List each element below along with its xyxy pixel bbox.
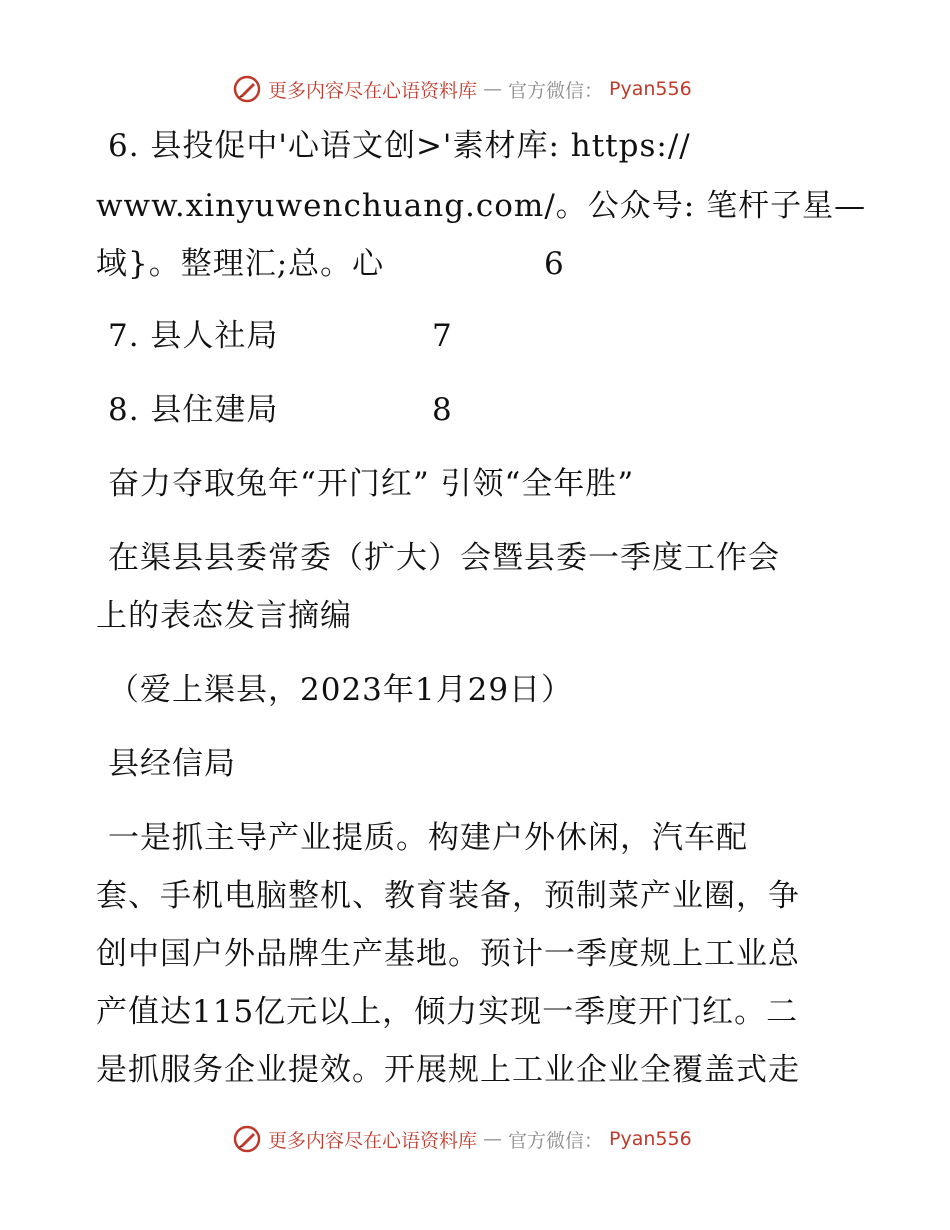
toc-item-8-page: 8 xyxy=(432,392,452,428)
watermark-text: 更多内容尽在心语资料库 xyxy=(268,79,478,102)
article-source: （爱上渠县，2023年1月29日） xyxy=(108,672,574,708)
footer-watermark xyxy=(232,1124,692,1154)
header-watermark xyxy=(232,74,692,104)
toc-item-7-page: 7 xyxy=(432,318,452,354)
watermark-wechat-id: Pyan556 xyxy=(609,78,692,100)
toc-item-6-line3: 域}。整理汇;总。心 xyxy=(96,246,385,282)
watermark-dash: — xyxy=(483,78,503,100)
toc-item-7-label: 7. 县人社局 xyxy=(108,318,279,354)
quill-circle-logo-icon xyxy=(232,74,262,104)
watermark-dash: — xyxy=(483,1128,503,1150)
article-body-line: 创中国户外品牌生产基地。预计一季度规上工业总 xyxy=(96,936,800,972)
article-subtitle-line1: 在渠县县委常委（扩大）会暨县委一季度工作会 xyxy=(108,540,780,576)
article-subtitle-line2: 上的表态发言摘编 xyxy=(96,598,352,634)
watermark-contact-label: 官方微信： xyxy=(508,1129,604,1152)
article-body-line: 套、手机电脑整机、教育装备，预制菜产业圈，争 xyxy=(96,878,800,914)
watermark-contact-label: 官方微信： xyxy=(508,79,604,102)
quill-circle-logo-icon xyxy=(232,1124,262,1154)
watermark-text: 更多内容尽在心语资料库 xyxy=(268,1129,478,1152)
toc-item-6-page: 6 xyxy=(544,246,564,282)
article-headline: 奋力夺取兔年“开门红” 引领“全年胜” xyxy=(108,466,635,502)
toc-item-6-line1: 6. 县投促中'心语文创>'素材库: https:// xyxy=(108,128,691,164)
article-body-line: 一是抓主导产业提质。构建户外休闲，汽车配 xyxy=(108,820,748,856)
article-section-heading: 县经信局 xyxy=(108,746,236,782)
article-body-line: 产值达115亿元以上，倾力实现一季度开门红。二 xyxy=(96,994,799,1030)
watermark-wechat-id: Pyan556 xyxy=(609,1128,692,1150)
article-body-line: 是抓服务企业提效。开展规上工业企业全覆盖式走 xyxy=(96,1052,800,1088)
toc-item-6-line2: www.xinyuwenchuang.com/。公众号: 笔杆子星— xyxy=(96,188,867,224)
toc-item-8-label: 8. 县住建局 xyxy=(108,392,279,428)
